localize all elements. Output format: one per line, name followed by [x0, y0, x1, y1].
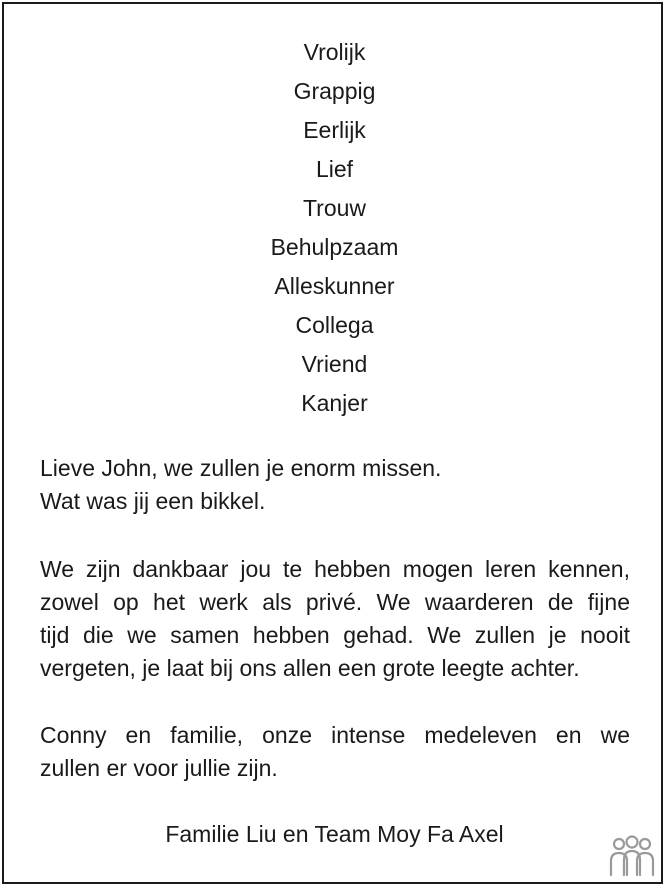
paragraph-line: zowel op het werk als privé. We waarderen de fijne — [40, 589, 630, 615]
paragraph-line: zullen er voor jullie zijn. — [40, 755, 278, 781]
signature: Familie Liu en Team Moy Fa Axel — [165, 821, 504, 847]
quality-item: Alleskunner — [274, 273, 395, 299]
paragraph-line: Conny en familie, onze intense medeleven en we — [40, 722, 630, 748]
qualities-list — [0, 33, 669, 423]
paragraph-line: tijd die we samen hebben gehad. We zullen je nooit — [40, 622, 630, 648]
quality-item: Grappig — [293, 78, 376, 104]
paragraph-line: Wat was jij een bikkel. — [40, 488, 266, 514]
quality-item: Vriend — [301, 351, 368, 377]
quality-item: Kanjer — [301, 390, 368, 416]
quality-item: Eerlijk — [303, 117, 366, 143]
quality-item: Behulpzaam — [270, 234, 399, 260]
quality-item: Collega — [295, 312, 374, 338]
family-figures-icon — [607, 835, 657, 877]
paragraph-line: We zijn dankbaar jou te hebben mogen leren kennen, — [40, 556, 630, 582]
quality-item: Trouw — [302, 195, 367, 221]
gratitude-paragraph — [40, 553, 630, 685]
paragraph-line: vergeten, je laat bij ons allen een grote leegte achter. — [40, 655, 580, 681]
paragraph-line: Lieve John, we zullen je enorm missen. — [40, 455, 442, 481]
farewell-paragraph — [40, 452, 630, 518]
quality-item: Vrolijk — [303, 39, 366, 65]
condolence-paragraph — [40, 719, 630, 785]
quality-item: Lief — [315, 156, 354, 182]
